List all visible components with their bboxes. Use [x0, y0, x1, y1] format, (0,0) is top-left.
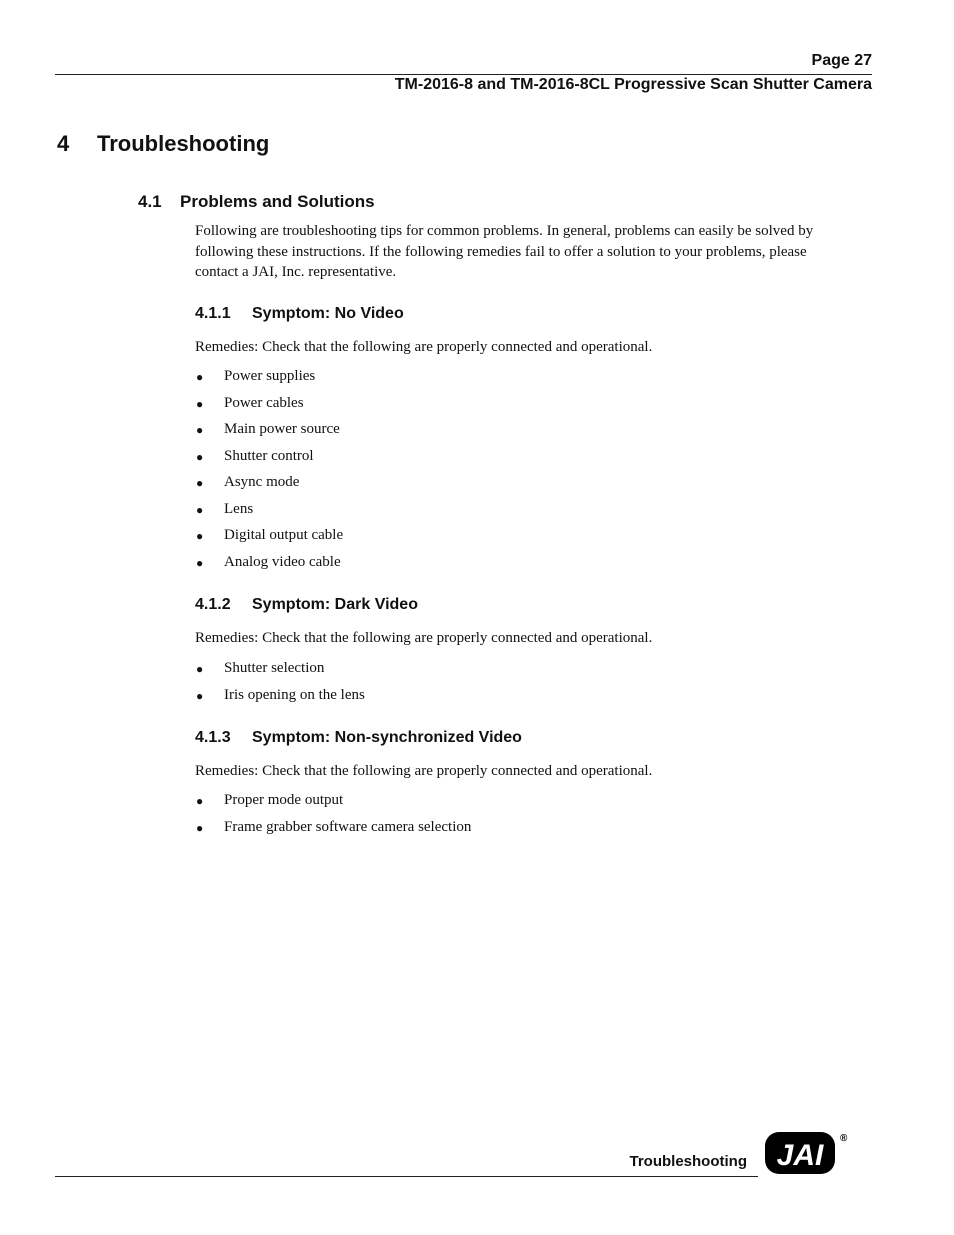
- chapter-title: Troubleshooting: [97, 131, 270, 156]
- remedy-text: Remedies: Check that the following are properly connected and operational.: [195, 763, 653, 779]
- chapter-heading: [57, 131, 269, 157]
- bullet-icon: ●: [196, 820, 204, 835]
- page-number: Page 27: [811, 52, 872, 69]
- bullet-list-non-synchronized-video: [195, 792, 471, 845]
- footer-section-label: Troubleshooting: [629, 1153, 747, 1170]
- section-number: 4.1: [138, 192, 162, 211]
- bullet-icon: ●: [196, 423, 204, 437]
- chapter-number: 4: [57, 131, 70, 156]
- bullet-icon: ●: [196, 476, 204, 490]
- section-heading: [138, 192, 375, 212]
- bullet-icon: ●: [196, 502, 204, 517]
- bullet-list-no-video: [195, 368, 343, 580]
- list-item: [195, 660, 365, 687]
- list-item: [195, 395, 343, 422]
- list-item-text: Power supplies: [224, 368, 316, 384]
- list-item-text: Analog video cable: [224, 553, 341, 570]
- document-title: TM-2016-8 and TM-2016-8CL Progressive Scan Shutter Camera: [394, 76, 872, 93]
- logo-text: JAI: [776, 1139, 824, 1172]
- subsection-title: Symptom: Dark Video: [252, 596, 418, 613]
- list-item: [195, 421, 343, 448]
- list-item: [195, 448, 343, 475]
- subsection-heading-non-synchronized-video: [195, 729, 522, 747]
- bullet-icon: ●: [196, 662, 204, 676]
- header-divider: [55, 74, 872, 75]
- list-item: [195, 687, 365, 714]
- list-item-text: Iris opening on the lens: [224, 686, 365, 703]
- list-item-text: Proper mode output: [224, 792, 344, 808]
- list-item: [195, 368, 343, 395]
- subsection-title: Symptom: No Video: [252, 305, 404, 322]
- subsection-heading-dark-video: [195, 596, 418, 614]
- list-item-text: Async mode: [224, 474, 300, 490]
- footer-divider: [55, 1176, 758, 1177]
- bullet-icon: ●: [196, 688, 204, 703]
- list-item-text: Shutter control: [224, 447, 314, 464]
- remedy-text: Remedies: Check that the following are properly connected and operational.: [195, 630, 653, 646]
- subsection-heading-no-video: [195, 305, 404, 323]
- list-item-text: Main power source: [224, 421, 340, 437]
- jai-logo: [762, 1127, 848, 1179]
- bullet-icon: ●: [196, 396, 204, 411]
- subsection-number: 4.1.2: [195, 596, 231, 613]
- list-item: [195, 554, 343, 581]
- list-item: [195, 819, 471, 846]
- bullet-icon: ●: [196, 449, 204, 464]
- registered-mark: ®: [840, 1133, 848, 1144]
- bullet-icon: ●: [196, 370, 204, 384]
- remedy-text: Remedies: Check that the following are properly connected and operational.: [195, 339, 653, 355]
- subsection-number: 4.1.3: [195, 729, 231, 746]
- section-title: Problems and Solutions: [180, 192, 375, 211]
- bullet-list-dark-video: [195, 660, 365, 713]
- section-intro-paragraph: Following are troubleshooting tips for common problems. In general, problems can easily be solved by following these instructions. If the following remedies fail to offer a solution to your problems, please contact a JAI, Inc. representative.: [195, 223, 814, 280]
- list-item: [195, 527, 343, 554]
- subsection-title: Symptom: Non-synchronized Video: [252, 729, 522, 746]
- list-item: [195, 501, 343, 528]
- bullet-icon: ●: [196, 555, 204, 570]
- bullet-icon: ●: [196, 529, 204, 543]
- list-item: [195, 474, 343, 501]
- list-item-text: Lens: [224, 500, 254, 517]
- bullet-icon: ●: [196, 794, 204, 808]
- list-item: [195, 792, 471, 819]
- subsection-number: 4.1.1: [195, 305, 231, 322]
- list-item-text: Digital output cable: [224, 527, 344, 543]
- list-item-text: Frame grabber software camera selection: [224, 818, 472, 835]
- list-item-text: Shutter selection: [224, 660, 325, 676]
- list-item-text: Power cables: [224, 394, 304, 411]
